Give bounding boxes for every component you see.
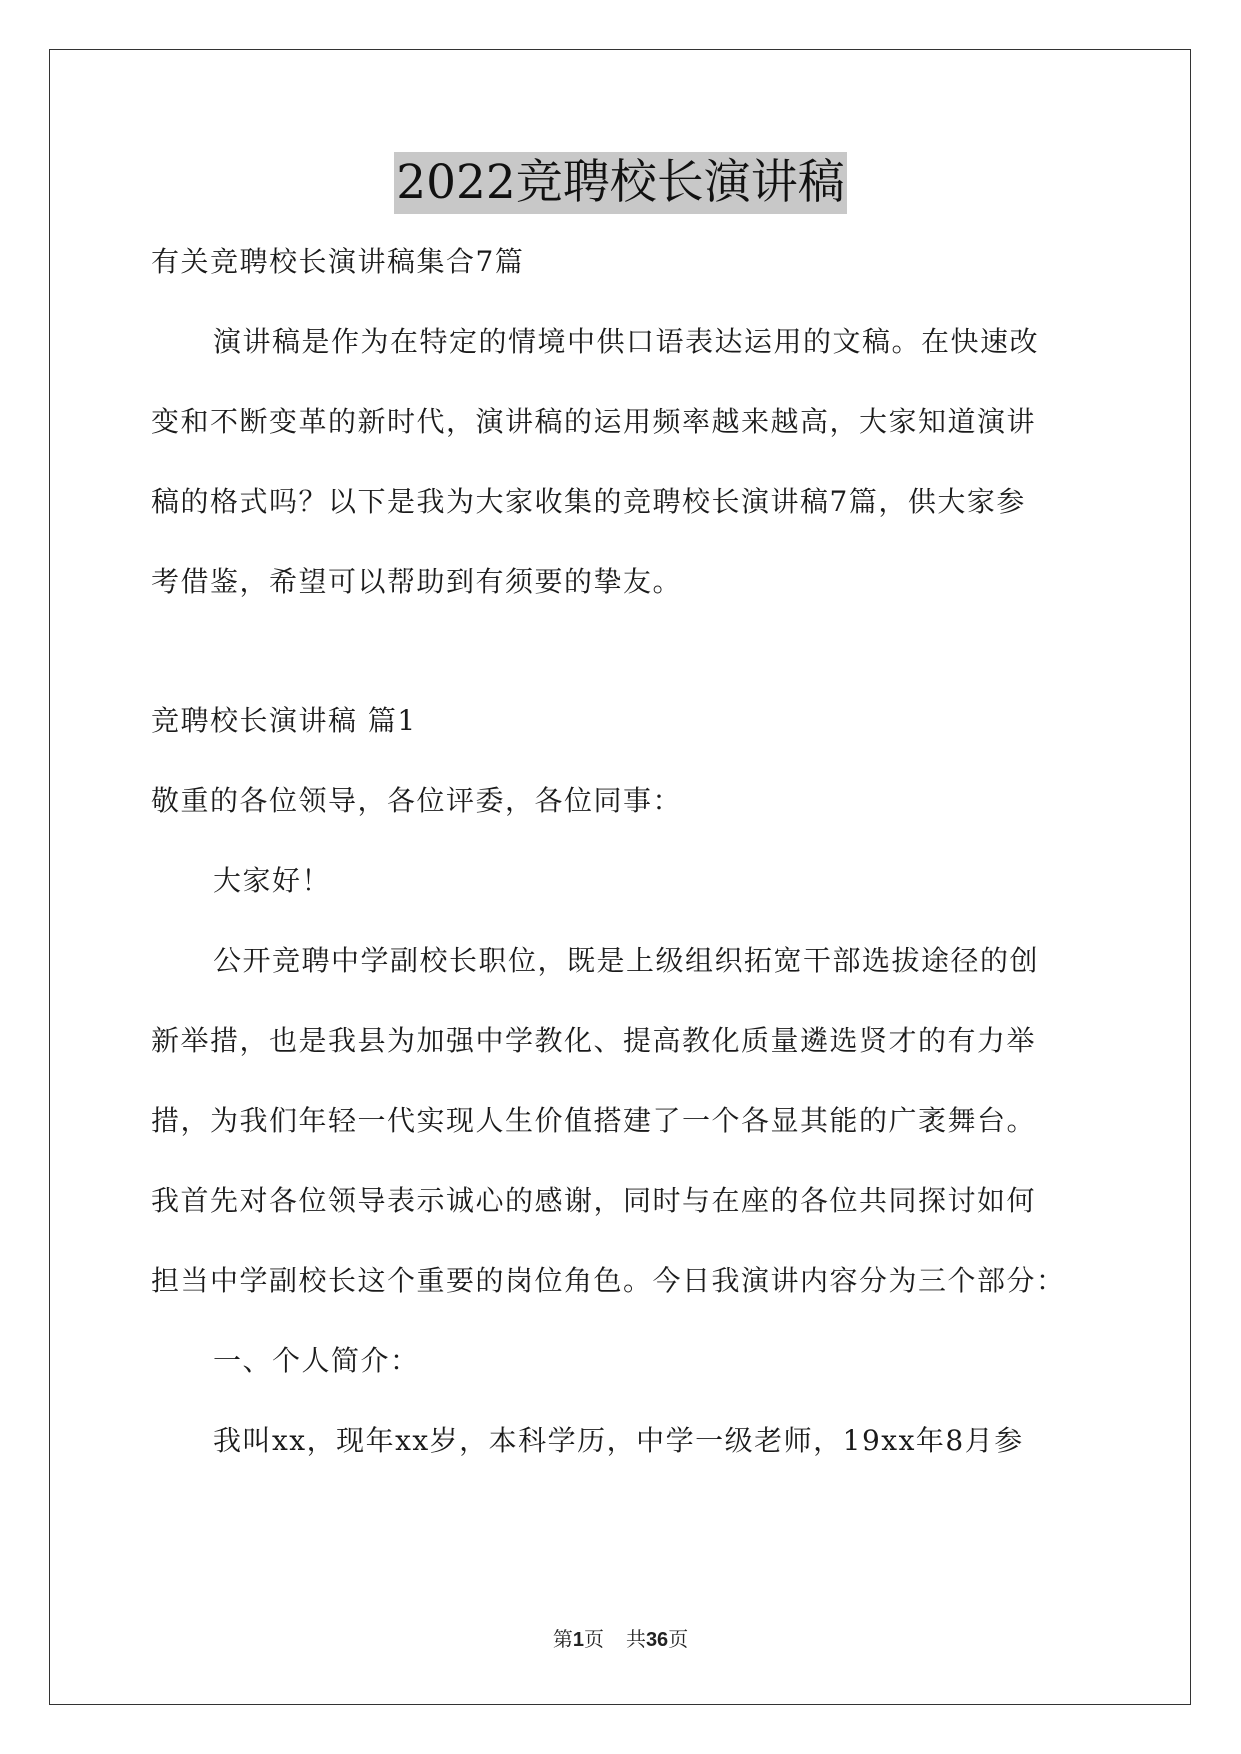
page-number: 1 <box>572 1629 584 1651</box>
greeting-line: 大家好！ <box>213 864 332 897</box>
body-line-2: 新举措，也是我县为加强中学教化、提高教化质量遴选贤才的有力举 <box>151 1024 1037 1057</box>
intro-line-4: 考借鉴，希望可以帮助到有须要的挚友。 <box>151 565 683 598</box>
page-footer <box>0 1623 1241 1652</box>
title-container <box>0 152 1241 214</box>
body-line-1: 公开竞聘中学副校长职位，既是上级组织拓宽干部选拔途径的创 <box>213 944 1040 977</box>
document-body <box>151 222 1091 1481</box>
section-gap <box>151 622 1091 681</box>
document-title: 2022竞聘校长演讲稿 <box>394 152 847 214</box>
intro-line-1: 演讲稿是作为在特定的情境中供口语表达运用的文稿。在快速改 <box>213 325 1040 358</box>
body-line-5: 担当中学副校长这个重要的岗位角色。今日我演讲内容分为三个部分： <box>151 1264 1066 1297</box>
page-label-suffix: 页 <box>583 1627 604 1651</box>
salutation-line: 敬重的各位领导，各位评委，各位同事： <box>151 784 683 817</box>
summary-line: 有关竞聘校长演讲稿集合7篇 <box>151 245 525 278</box>
body-line-6: 我叫xx，现年xx岁，本科学历，中学一级老师，19xx年8月参 <box>213 1424 1024 1457</box>
body-line-4: 我首先对各位领导表示诚心的感谢，同时与在座的各位共同探讨如何 <box>151 1184 1037 1217</box>
subsection-heading: 一、个人简介： <box>213 1344 420 1377</box>
section-heading: 竞聘校长演讲稿 篇1 <box>151 704 417 737</box>
intro-line-3: 稿的格式吗？以下是我为大家收集的竞聘校长演讲稿7篇，供大家参 <box>151 485 1026 518</box>
total-label-suffix: 页 <box>668 1627 689 1651</box>
total-label-prefix: 共 <box>625 1627 646 1651</box>
intro-line-2: 变和不断变革的新时代，演讲稿的运用频率越来越高，大家知道演讲 <box>151 405 1037 438</box>
total-pages: 36 <box>645 1629 669 1651</box>
body-line-3: 措，为我们年轻一代实现人生价值搭建了一个各显其能的广袤舞台。 <box>151 1104 1037 1137</box>
page-label-prefix: 第 <box>552 1627 573 1651</box>
